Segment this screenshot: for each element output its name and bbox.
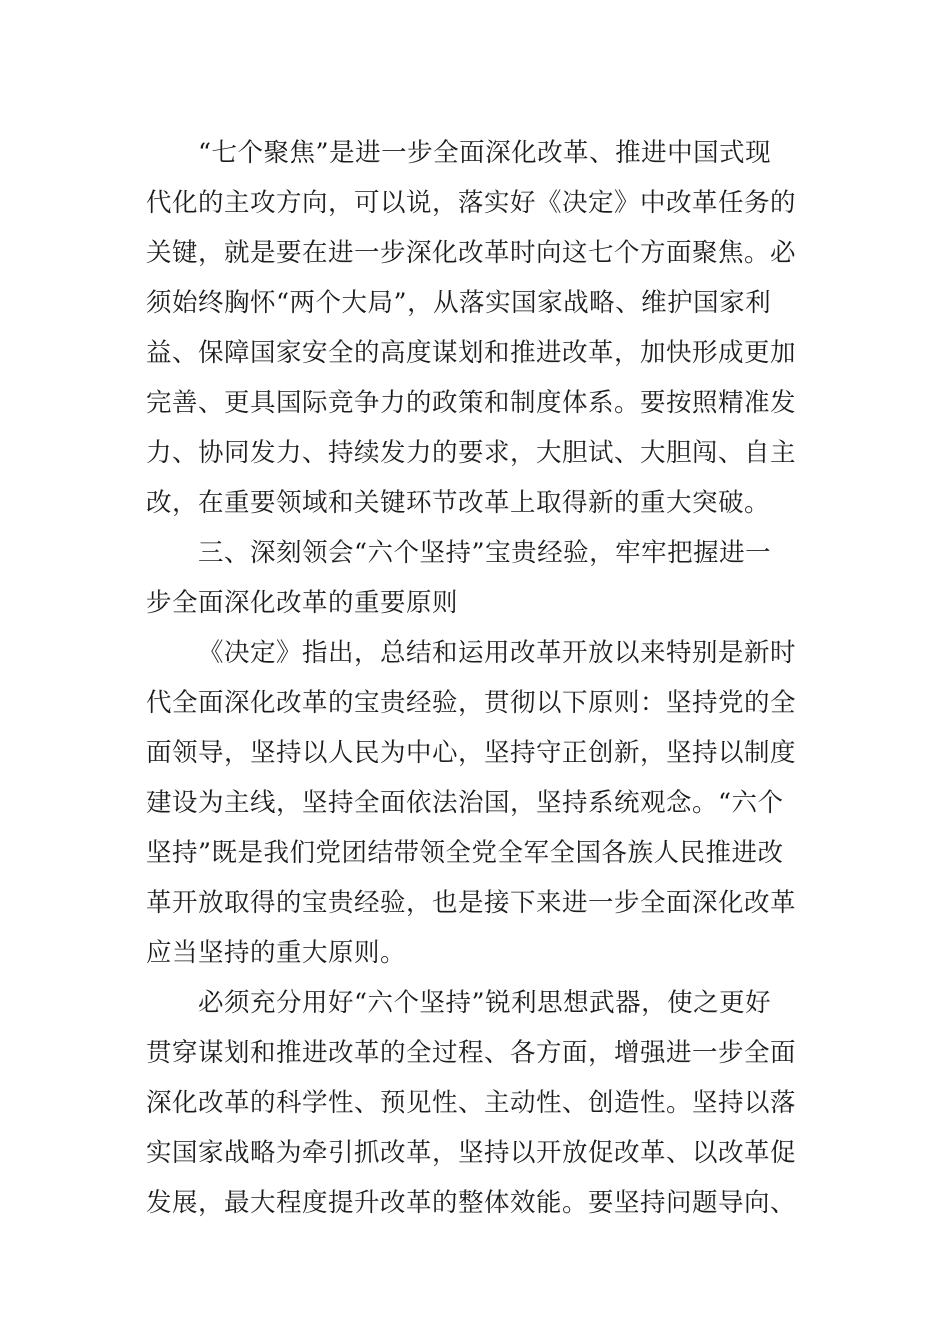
paragraph-2-line-4: 建设为主线，坚持全面依法治国，坚持系统观念。“六个 [146,788,784,818]
paragraph-1-line-1: “七个聚焦”是进一步全面深化改革、推进中国式现 [198,138,772,168]
paragraph-3-line-2: 贯穿谋划和推进改革的全过程、各方面，增强进一步全面 [146,1038,797,1068]
paragraph-1-line-3: 关键，就是要在进一步深化改革时向这七个方面聚焦。必 [146,238,797,268]
paragraph-2-line-1: 《决定》指出，总结和运用改革开放以来特别是新时 [198,638,797,668]
section-heading-line-2: 步全面深化改革的重要原则 [146,588,459,618]
paragraph-2-line-5: 坚持”既是我们党团结带领全党全军全国各族人民推进改 [146,838,784,868]
paragraph-1-line-8: 改，在重要领域和关键环节改革上取得新的重大突破。 [146,488,771,518]
paragraph-3-line-5: 发展，最大程度提升改革的整体效能。要坚持问题导向、 [146,1188,797,1218]
paragraph-2-line-3: 面领导，坚持以人民为中心，坚持守正创新，坚持以制度 [146,738,797,768]
paragraph-3-line-4: 实国家战略为牵引抓改革，坚持以开放促改革、以改革促 [146,1138,797,1168]
paragraph-3-line-3: 深化改革的科学性、预见性、主动性、创造性。坚持以落 [146,1088,797,1118]
paragraph-3-line-1: 必须充分用好“六个坚持”锐利思想武器，使之更好 [198,988,772,1018]
paragraph-1-line-4: 须始终胸怀“两个大局”，从落实国家战略、维护国家利 [146,288,772,318]
paragraph-2-line-7: 应当坚持的重大原则。 [146,938,407,968]
paragraph-2-line-2: 代全面深化改革的宝贵经验，贯彻以下原则：坚持党的全 [146,688,797,718]
paragraph-2-line-6: 革开放取得的宝贵经验，也是接下来进一步全面深化改革 [146,888,797,918]
paragraph-1-line-6: 完善、更具国际竞争力的政策和制度体系。要按照精准发 [146,388,797,418]
paragraph-1-line-5: 益、保障国家安全的高度谋划和推进改革，加快形成更加 [146,338,797,368]
paragraph-1-line-7: 力、协同发力、持续发力的要求，大胆试、大胆闯、自主 [146,438,797,468]
paragraph-1-line-2: 代化的主攻方向，可以说，落实好《决定》中改革任务的 [146,188,797,218]
section-heading-line-1: 三、深刻领会“六个坚持”宝贵经验，牢牢把握进一 [198,538,772,568]
